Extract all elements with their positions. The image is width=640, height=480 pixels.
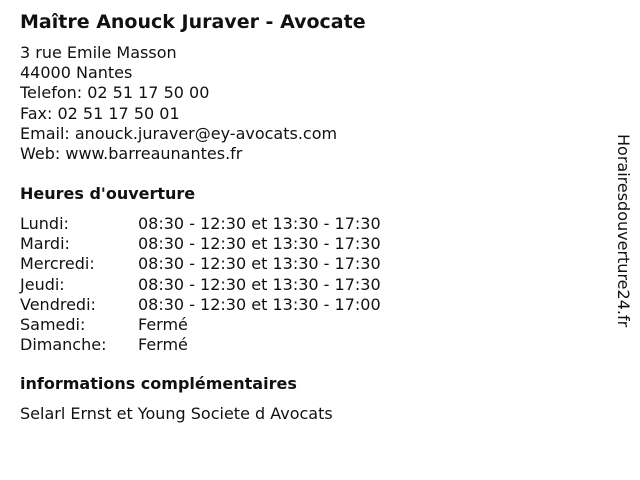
watermark-text: Horairesdouverture24.fr [614,134,633,328]
day-label: Vendredi: [20,294,96,314]
day-label: Dimanche: [20,335,107,355]
web-label: Web: [20,144,61,164]
time-value: Fermé [138,335,188,355]
day-label: Mercredi: [20,254,95,274]
day-label: Samedi: [20,314,86,334]
phone-number: Telefon: 02 51 17 50 00 [20,83,210,103]
address-block [20,43,337,164]
time-value: 08:30 - 12:30 et 13:30 - 17:30 [138,254,381,274]
time-value: Fermé [138,314,188,334]
page-title: Maître Anouck Juraver - Avocate [20,11,366,33]
hours-heading: Heures d'ouverture [20,184,196,203]
email-label: Email: [20,123,70,143]
day-label: Mardi: [20,234,70,254]
street-address: 3 rue Emile Masson [20,43,177,62]
website-link[interactable]: www.barreaunantes.fr [65,144,243,164]
email-link[interactable]: anouck.juraver@ey-avocats.com [74,123,338,143]
email-line [20,124,337,144]
site-watermark [612,134,634,346]
info-heading: informations complémentaires [20,374,297,393]
time-value: 08:30 - 12:30 et 13:30 - 17:30 [138,274,381,294]
city-address: 44000 Nantes [20,63,133,83]
web-line [20,144,337,164]
time-value: 08:30 - 12:30 et 13:30 - 17:00 [138,294,381,314]
info-text: Selarl Ernst et Young Societe d Avocats [20,404,333,423]
time-value: 08:30 - 12:30 et 13:30 - 17:30 [138,214,381,233]
fax-number: Fax: 02 51 17 50 01 [20,103,180,123]
time-value: 08:30 - 12:30 et 13:30 - 17:30 [138,234,381,254]
day-label: Jeudi: [20,274,65,294]
day-label: Lundi: [20,214,69,233]
